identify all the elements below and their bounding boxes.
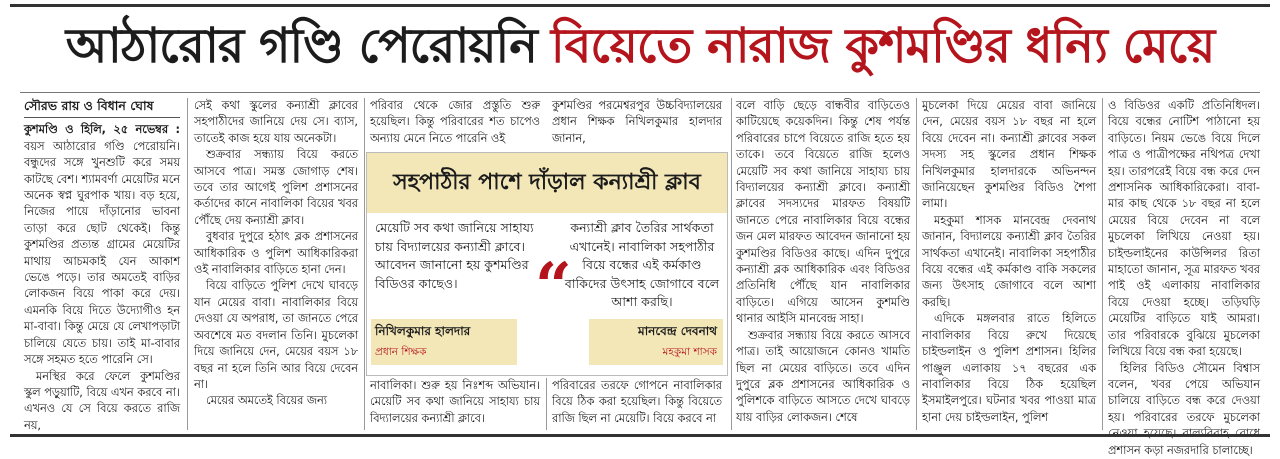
panel-title: সহপাঠীর পাশে দাঁড়াল কন্যাশ্রী ক্লাব bbox=[367, 153, 727, 213]
column-2 bbox=[194, 98, 358, 428]
col5-para-1: বলে বাড়ি ছেড়ে বান্ধবীর বাড়িতেও কাটিয়েছে কয়েকদিন। কিন্তু শেষ পর্যন্ত পরিবারের চাপে বিয়েতে রাজি হতে হয় তাকে। তবে বিয়েতে রাজি হলেও মেয়েটি সব কথা জানিয়ে সাহায্য চায় বিদ্যালয়ের কন্যাশ্রী ক্লাবে। কন্যাশ্রী ক্লাবের সদস্যদের মারফত বিষয়টি জানতে পেরে নাবালিকার বিয়ে বন্ধের জন মেল মারফত আবেদন জানানো হয় কুশমণ্ডির বিডিওর কাছে। এদিন দুপুরে কন্যাশ্রী ব্লক আধিকারিক এবং বিডিওর প্রতিনিধি পৌঁছে যান নাবালিকার বাড়িতে। এগিয়ে আসেন কুশমণ্ডি থানার আইসি মানবেন্দ্র সাহা। bbox=[736, 99, 910, 326]
col3-top-text: পরিবার থেকে জোর প্রস্তুতি শুরু হয়েছিল। কিন্তু পরিবারের শত চাপেও অন্যায় মেনে নিতে পারেনি ওই bbox=[370, 99, 540, 145]
name-right: মানবেন্দ্র দেবনাথ bbox=[638, 324, 717, 338]
column-4-bottom bbox=[552, 378, 722, 430]
col2-para-2: শুক্রবার সন্ধ্যায় বিয়ে করতে আসবে পাত্র। সমস্ত জোগাড় শেষ। তবে তার আগেই পুলিশ প্রশাসনের কর্তাদের কানে নাবালিকা বিয়ের খবর পৌঁছে দেয় কন্যাশ্রী ক্লাব। bbox=[194, 148, 358, 227]
col2-para-5: মেয়ের অমতেই বিয়ের জন্য bbox=[206, 394, 328, 408]
headline-red: বিয়েতে নারাজ কুশমণ্ডির ধন্যি মেয়ে bbox=[550, 17, 1215, 74]
attribution-right bbox=[589, 319, 723, 365]
col6-para-2: মহকুমা শাসক মানবেন্দ্র দেবনাথ জানান, বিদ্যালয়ে কন্যাশ্রী ক্লাব তৈরির সার্থকতা এখানেই। নাবালিকা সহপাঠীর বিয়ে বন্ধের এই কর্মকাণ্ড বাকি সকলের জন্য উৎসাহ জোগাবে বলে আশা করছি। bbox=[922, 213, 1096, 309]
col4-top-text: কুশমণ্ডির পরমেশ্বরপুর উচ্চবিদ্যালয়ের প্রধান শিক্ষক নিখিলকুমার হালদার জানান, bbox=[552, 99, 722, 145]
col1-para-2: মনস্থির করে ফেলে কুশমণ্ডির স্কুল পড়ুয়াটি, বিয়ে এখন করবে না। এখনও যে সে বিয়ে করতে রাজি নয়, bbox=[24, 369, 180, 432]
role-right: মহকুমা শাসক bbox=[662, 346, 717, 358]
headline-rule bbox=[20, 92, 1260, 93]
column-rule bbox=[731, 98, 732, 430]
col2-para-4: বিয়ে বাড়িতে পুলিশ দেখে ঘাবড়ে যান মেয়ের বাবা। নাবালিকার বিয়ে দেওয়া যে অপরাধ, তা জানতে পেরে অবশেষে মত বদলান তিনি। মুচলেকা দিয়ে জানিয়ে দেন, মেয়ের বয়স ১৮ বছর না হলে তিনি আর বিয়ে দেবেন না। bbox=[194, 279, 358, 391]
column-5 bbox=[736, 98, 910, 430]
feature-panel bbox=[366, 152, 728, 376]
top-rule bbox=[10, 4, 1270, 7]
col3-bottom-text: নাবালিকা। শুরু হয় নিঃশব্দ অভিযান। মেয়েটি সব কথা জানিয়ে সাহায্য চায় বিদ্যালয়ের কন্যাশ্রী ক্লাবে। bbox=[370, 379, 540, 425]
bottom-rule bbox=[10, 434, 1270, 437]
headline bbox=[0, 10, 1280, 88]
column-3-top bbox=[370, 98, 540, 150]
attribution-left bbox=[371, 319, 517, 365]
column-6 bbox=[922, 98, 1096, 430]
col4-bottom-text: পরিবারের তরফে গোপনে নাবালিকার বিয়ে ঠিক করা হয়েছিল। কিন্তু বিয়েতে রাজি ছিল না মেয়েটি। বিয়ে করবে না bbox=[552, 379, 722, 425]
column-4-top bbox=[552, 98, 722, 150]
column-rule bbox=[916, 98, 917, 430]
quote-right: কন্যাশ্রী ক্লাব তৈরির সার্থকতা এখানেই। নাবালিকা সহপাঠীর বিয়ে বন্ধের এই কর্মকাণ্ড বাকিদের উৎসাহ জোগাবে বলে আশা করছি। bbox=[564, 220, 720, 309]
column-3-bottom bbox=[370, 378, 540, 430]
column-rule bbox=[1102, 98, 1103, 430]
quote-mark-icon: “ bbox=[535, 249, 572, 324]
col5-para-2: শুক্রবার সন্ধ্যায় বিয়ে করতে আসবে পাত্র। তাই আয়োজনে কোনও খামতি ছিল না মেয়ের বাড়িতে। তবে এদিন দুপুরে ব্লক প্রশাসনের আধিকারিক ও পুলিশকে বাড়িতে আসতে দেখে ঘাবড়ে যায় বাড়ির লোকজন। শেষে bbox=[736, 328, 910, 424]
dateline: কুশমণ্ডি ও হিলি, ২৫ নভেম্বর : bbox=[24, 123, 180, 137]
col6-para-1: মুচলেকা দিয়ে মেয়ের বাবা জানিয়ে দেন, মেয়ের বয়স ১৮ বছর না হলে বিয়ে দেবেন না। কন্যাশ্রী ক্লাবের সকল সদস্য সহ স্কুলের প্রধান শিক্ষক নিখিলকুমার হালদারকে অভিনন্দন জানিয়েছেন কুশমণ্ডির বিডিও শৈপা লামা। bbox=[922, 99, 1096, 211]
col6-para-3: এদিকে মঙ্গলবার রাতে হিলিতে নাবালিকার বিয়ে রুখে দিয়েছে চাইল্ডলাইন ও পুলিশ প্রশাসন। হিলির পাঞ্জুল এলাকায় ১৭ বছরের এক নাবালিকার বিয়ে ঠিক হয়েছিল ইসমাইলপুরে। ঘটনার খবর পাওয়া মাত্র হানা দেয় চাইল্ডলাইন, পুলিশ bbox=[922, 312, 1096, 424]
column-rule bbox=[364, 98, 365, 430]
col2-para-1: সেই কথা স্কুলের কন্যাশ্রী ক্লাবের সহপাঠীদের জানিয়ে দেয় সে। ব্যাস, তাতেই কাজ হয়ে যায় অনেকটা। bbox=[194, 99, 358, 145]
column-7 bbox=[1108, 98, 1260, 457]
col1-para-1: বয়স আঠারোর গণ্ডি পেরোয়নি। বন্ধুদের সঙ্গে খুনশুটি করে সময় কাটছে বেশ। শ্যামবর্ণা মেয়েটির মনে অনেক স্বপ্ন ঘুরপাক খায়। বড় হয়ে, নিজের পায়ে দাঁড়ানোর ভাবনা তাড়া করে ছোট থেকেই। কিন্তু কুশমণ্ডির প্রত্যন্ত গ্রামের মেয়েটির মাথায় আচমকাই যেন আকাশ ভেঙে পড়ে। তার অমতেই বাড়ির লোকজন বিয়ে পাকা করে দেয়। এমনকি বিয়ে দিতে উদ্যোগীও হন মা-বাবা। কিন্তু মেয়ে যে লেখাপড়াটা চালিয়ে যেতে চায়। তাই মা-বাবার সঙ্গে সহমত হতে পারেনি সে। bbox=[24, 139, 180, 367]
column-rule bbox=[546, 378, 547, 430]
column-1 bbox=[24, 98, 180, 432]
byline: সৌরভ রায় ও বিধান ঘোষ bbox=[24, 98, 180, 118]
headline-black: আঠারোর গণ্ডি পেরোয়নি bbox=[65, 17, 537, 74]
lead-paragraph bbox=[24, 122, 180, 368]
quote-left: মেয়েটি সব কথা জানিয়ে সাহায্য চায় বিদ্যালয়ের কন্যাশ্রী ক্লাবে। আবেদন জানানো হয় কুশমণ্ডির বিডিওর কাছেও। bbox=[375, 220, 534, 291]
col7-para-2: হিলির বিডিও সৌমেন বিশ্বাস বলেন, খবর পেয়ে অভিযান চালিয়ে বাড়িতে বন্ধ করে দেওয়া হয়। পরিবারের তরফে মুচলেকা প্রশাসন কড়া নজরদারি চালাচ্ছে। bbox=[1108, 361, 1260, 457]
role-left: প্রধান শিক্ষক bbox=[375, 346, 427, 358]
column-rule bbox=[187, 98, 188, 430]
name-left: নিখিলকুমার হালদার bbox=[375, 324, 471, 338]
col7-para-1: ও বিডিওর একটি প্রতিনিধিদল। বিয়ে বন্ধের নোটিশ পাঠানো হয় বাড়িতে। নিয়ম ভেঙে বিয়ে দিলে পাত্র ও পাত্রীপক্ষের নথিপত্র দেখা হয়। তারপরেই বিয়ে বন্ধ করে দেন প্রশাসনিক আধিকারিকেরা। বাবা-মার কাছ থেকে ১৮ বছর না হলে মেয়ের বিয়ে দেবেন না বলে মুচলেকা লিখিয়ে নেওয়া হয়। চাইল্ডলাইনের কাউন্সিলর রিতা মাহাতো জানান, সূত্র মারফত খবর পাই ওই এলাকায় নাবালিকার বিয়ে দেওয়া হচ্ছে। তড়িঘড়ি মেয়েটির বাড়িতে যাই আমরা। তার পরিবারকে বুঝিয়ে মুচলেকা লিখিয়ে বিয়ে বন্ধ করা হয়েছে। bbox=[1108, 99, 1260, 359]
col2-para-3: বুধবার দুপুরে হঠাৎ ব্লক প্রশাসনের আধিকারিক ও পুলিশ আধিকারিকরা ওই নাবালিকার বাড়িতে হানা দেন। bbox=[194, 230, 358, 277]
